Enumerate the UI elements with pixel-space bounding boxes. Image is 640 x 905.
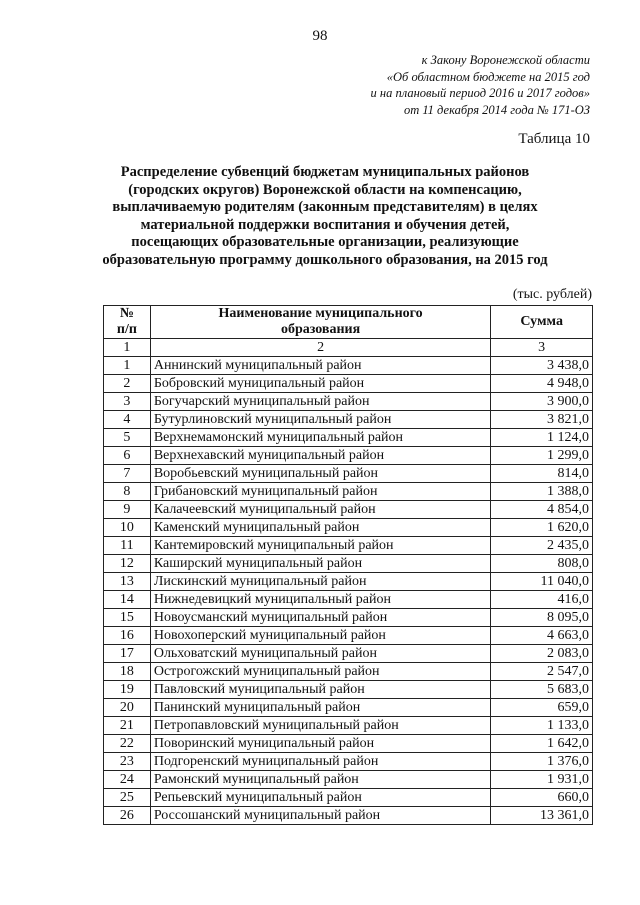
row-name-cell: Воробьевский муниципальный район — [150, 465, 491, 483]
row-name-cell: Каширский муниципальный район — [150, 555, 491, 573]
table-row — [104, 735, 593, 753]
row-sum-cell: 3 821,0 — [491, 411, 593, 429]
row-number-cell: 16 — [104, 627, 151, 645]
row-sum-cell: 1 642,0 — [491, 735, 593, 753]
row-name-cell: Ольховатский муниципальный район — [150, 645, 491, 663]
row-name-cell: Верхнемамонский муниципальный район — [150, 429, 491, 447]
row-number-cell: 15 — [104, 609, 151, 627]
row-name-cell: Аннинский муниципальный район — [150, 357, 491, 375]
row-sum-cell: 659,0 — [491, 699, 593, 717]
subsidy-table — [103, 305, 593, 825]
row-sum-cell: 1 133,0 — [491, 717, 593, 735]
header-sum: Сумма — [491, 306, 593, 339]
table-label: Таблица 10 — [518, 131, 590, 147]
law-reference-line: от 11 декабря 2014 года № 171-ОЗ — [403, 102, 590, 117]
row-sum-cell: 4 854,0 — [491, 501, 593, 519]
title-line: (городских округов) Воронежской области на компенсацию, — [128, 181, 522, 198]
row-number-cell: 14 — [104, 591, 151, 609]
table-row — [104, 465, 593, 483]
row-name-cell: Кантемировский муниципальный район — [150, 537, 491, 555]
row-name-cell: Каменский муниципальный район — [150, 519, 491, 537]
title-line: Распределение субвенций бюджетам муниципальных районов — [120, 164, 530, 180]
row-name-cell: Калачеевский муниципальный район — [150, 501, 491, 519]
table-row — [104, 447, 593, 465]
table-row — [104, 663, 593, 681]
row-number-cell: 2 — [104, 375, 151, 393]
row-sum-cell: 1 299,0 — [491, 447, 593, 465]
row-name-cell: Поворинский муниципальный район — [150, 735, 491, 753]
row-sum-cell: 808,0 — [491, 555, 593, 573]
header-name-line: Наименование муниципального — [218, 306, 423, 321]
row-name-cell: Нижнедевицкий муниципальный район — [150, 591, 491, 609]
law-reference-line: «Об областном бюджете на 2015 год — [386, 69, 590, 84]
law-reference-line: к Закону Воронежской области — [421, 53, 590, 67]
row-name-cell: Подгоренский муниципальный район — [150, 753, 491, 771]
row-number-cell: 13 — [104, 573, 151, 591]
table-row — [104, 591, 593, 609]
row-name-cell: Россошанский муниципальный район — [150, 807, 491, 825]
table-row — [104, 717, 593, 735]
units-label: (тыс. рублей) — [512, 287, 592, 302]
row-number-cell: 6 — [104, 447, 151, 465]
row-number-cell: 7 — [104, 465, 151, 483]
row-name-cell: Грибановский муниципальный район — [150, 483, 491, 501]
row-number-cell: 8 — [104, 483, 151, 501]
row-name-cell: Лискинский муниципальный район — [150, 573, 491, 591]
row-name-cell: Верхнехавский муниципальный район — [150, 447, 491, 465]
row-sum-cell: 1 376,0 — [491, 753, 593, 771]
row-name-cell: Петропавловский муниципальный район — [150, 717, 491, 735]
table-row — [104, 807, 593, 825]
row-sum-cell: 660,0 — [491, 789, 593, 807]
column-index-cell: 2 — [150, 339, 491, 357]
row-number-cell: 1 — [104, 357, 151, 375]
table-row — [104, 645, 593, 663]
row-number-cell: 3 — [104, 393, 151, 411]
row-number-cell: 25 — [104, 789, 151, 807]
title-line: образовательную программу дошкольного образования, на 2015 год — [102, 251, 548, 268]
row-sum-cell: 1 620,0 — [491, 519, 593, 537]
row-sum-cell: 1 931,0 — [491, 771, 593, 789]
title-line: посещающих образовательные организации, реализующие — [131, 234, 519, 251]
row-sum-cell: 5 683,0 — [491, 681, 593, 699]
title-line: выплачиваемую родителям (законным представителям) в целях — [112, 199, 538, 216]
title-line: материальной поддержки воспитания и обучения детей, — [140, 216, 510, 233]
column-index-cell: 3 — [491, 339, 593, 357]
document-title — [70, 164, 580, 270]
table-row — [104, 573, 593, 591]
row-number-cell: 4 — [104, 411, 151, 429]
row-sum-cell: 2 083,0 — [491, 645, 593, 663]
row-sum-cell: 416,0 — [491, 591, 593, 609]
row-number-cell: 19 — [104, 681, 151, 699]
header-name-line: образования — [280, 322, 361, 337]
header-number — [104, 306, 151, 339]
row-number-cell: 17 — [104, 645, 151, 663]
row-number-cell: 18 — [104, 663, 151, 681]
table-row — [104, 555, 593, 573]
row-number-cell: 20 — [104, 699, 151, 717]
row-sum-cell: 1 124,0 — [491, 429, 593, 447]
row-name-cell: Репьевский муниципальный район — [150, 789, 491, 807]
row-name-cell: Рамонский муниципальный район — [150, 771, 491, 789]
header-number-line: п/п — [116, 322, 137, 337]
table-header-row — [104, 306, 593, 339]
row-name-cell: Бобровский муниципальный район — [150, 375, 491, 393]
table-row — [104, 609, 593, 627]
row-sum-cell: 4 948,0 — [491, 375, 593, 393]
table-row — [104, 771, 593, 789]
row-sum-cell: 3 900,0 — [491, 393, 593, 411]
table-row — [104, 519, 593, 537]
row-sum-cell: 13 361,0 — [491, 807, 593, 825]
row-number-cell: 11 — [104, 537, 151, 555]
table-row — [104, 501, 593, 519]
table-row — [104, 537, 593, 555]
table-row — [104, 699, 593, 717]
row-name-cell: Панинский муниципальный район — [150, 699, 491, 717]
table-row — [104, 789, 593, 807]
row-name-cell: Острогожский муниципальный район — [150, 663, 491, 681]
law-reference-note — [371, 52, 590, 118]
table-row — [104, 375, 593, 393]
row-sum-cell: 11 040,0 — [491, 573, 593, 591]
row-sum-cell: 814,0 — [491, 465, 593, 483]
table-row — [104, 393, 593, 411]
row-number-cell: 24 — [104, 771, 151, 789]
table-row — [104, 483, 593, 501]
row-sum-cell: 2 547,0 — [491, 663, 593, 681]
row-sum-cell: 3 438,0 — [491, 357, 593, 375]
row-sum-cell: 2 435,0 — [491, 537, 593, 555]
row-number-cell: 21 — [104, 717, 151, 735]
table-row — [104, 429, 593, 447]
row-number-cell: 9 — [104, 501, 151, 519]
table-row — [104, 681, 593, 699]
row-number-cell: 12 — [104, 555, 151, 573]
row-number-cell: 23 — [104, 753, 151, 771]
row-number-cell: 26 — [104, 807, 151, 825]
table-row — [104, 627, 593, 645]
table-row — [104, 411, 593, 429]
row-name-cell: Новохоперский муниципальный район — [150, 627, 491, 645]
table-row — [104, 753, 593, 771]
row-sum-cell: 8 095,0 — [491, 609, 593, 627]
row-number-cell: 5 — [104, 429, 151, 447]
row-sum-cell: 4 663,0 — [491, 627, 593, 645]
row-name-cell: Павловский муниципальный район — [150, 681, 491, 699]
header-number-line: № — [119, 306, 134, 321]
row-name-cell: Бутурлиновский муниципальный район — [150, 411, 491, 429]
row-sum-cell: 1 388,0 — [491, 483, 593, 501]
row-name-cell: Богучарский муниципальный район — [150, 393, 491, 411]
page-number: 98 — [312, 28, 328, 44]
column-index-row — [104, 339, 593, 357]
row-name-cell: Новоусманский муниципальный район — [150, 609, 491, 627]
table-row — [104, 357, 593, 375]
law-reference-line: и на плановый период 2016 и 2017 годов» — [370, 86, 590, 100]
row-number-cell: 22 — [104, 735, 151, 753]
header-name — [150, 306, 491, 339]
row-number-cell: 10 — [104, 519, 151, 537]
column-index-cell: 1 — [104, 339, 151, 357]
